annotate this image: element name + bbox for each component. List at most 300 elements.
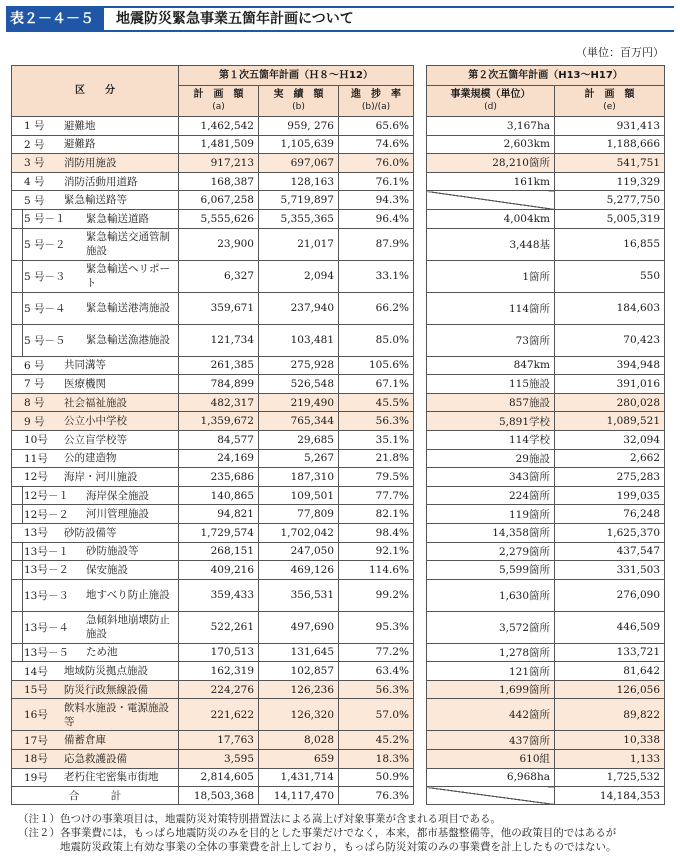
- row-plan2-amount: 331,503: [555, 561, 665, 580]
- row-category: [12, 643, 179, 662]
- row-plan-amount: 522,261: [179, 611, 259, 643]
- row-project-scale: 3,167ha: [427, 117, 555, 136]
- row-project-scale: 121箇所: [427, 662, 555, 681]
- row-actual-amount: 659: [259, 750, 339, 769]
- row-plan2-amount: 2,662: [555, 449, 665, 468]
- row-name: 砂防設備等: [64, 526, 117, 539]
- row-project-scale: 1箇所: [427, 260, 555, 292]
- table-row: [427, 356, 665, 375]
- row-category: [12, 260, 179, 292]
- row-plan2-amount: 199,035: [555, 486, 665, 505]
- row-plan-amount: 170,513: [179, 643, 259, 662]
- row-actual-amount: 697,067: [259, 154, 339, 173]
- row-progress-rate: 67.1%: [339, 375, 414, 394]
- row-progress-rate: 98.4%: [339, 523, 414, 542]
- row-category: [12, 699, 179, 731]
- table-row: [12, 191, 414, 210]
- row-code: 5 号: [24, 194, 45, 207]
- row-name: 地域防災拠点施設: [64, 665, 148, 678]
- row-progress-rate: 79.5%: [339, 468, 414, 487]
- row-project-scale: 29施設: [427, 449, 555, 468]
- row-actual-amount: 29,685: [259, 430, 339, 449]
- row-actual-amount: 109,501: [259, 486, 339, 505]
- row-progress-rate: 96.4%: [339, 209, 414, 228]
- table-row: [427, 662, 665, 681]
- row-code: 17号: [24, 734, 48, 747]
- row-plan-amount: 3,595: [179, 750, 259, 769]
- row-plan2-amount: 1,089,521: [555, 412, 665, 431]
- row-plan2-amount: 5,277,750: [555, 191, 665, 210]
- row-code: 5 号－５: [24, 334, 66, 347]
- row-project-scale: 4,004km: [427, 209, 555, 228]
- row-name: 緊急輸送ヘリポート: [86, 263, 170, 290]
- row-plan-amount: 1,729,574: [179, 523, 259, 542]
- row-plan2-amount: 184,603: [555, 292, 665, 324]
- note-2: （注２）各事業費には，もっぱら地震防災のみを目的とした事業だけでなく，本来，都市基盤整備等，他の政策目的ではあるが: [18, 827, 617, 839]
- row-category: [12, 375, 179, 394]
- row-category: [12, 324, 179, 356]
- plan2-table: [426, 65, 665, 805]
- plan1-col-b: 実 績 額 (b): [259, 86, 339, 117]
- row-category: [12, 579, 179, 611]
- plan1-table: [11, 65, 414, 805]
- row-actual-amount: 1,702,042: [259, 523, 339, 542]
- note-3: 地震防災政策上有効な事業の全体の事業費を計上しており，もっぱら防災対策のみの事業費を計上したものではない。: [18, 841, 617, 853]
- row-plan-amount: 235,686: [179, 468, 259, 487]
- row-category: [12, 468, 179, 487]
- row-name: 緊急輸送港湾施設: [86, 302, 170, 315]
- row-plan2-amount: 1,188,666: [555, 135, 665, 154]
- row-code: 5 号－３: [24, 270, 66, 283]
- row-progress-rate: 76.1%: [339, 172, 414, 191]
- row-plan-amount: 359,433: [179, 579, 259, 611]
- row-name: 公立小中学校: [64, 415, 127, 428]
- total-actual-amount: 14,117,470: [259, 787, 339, 805]
- row-progress-rate: 56.3%: [339, 680, 414, 699]
- table-row: [12, 324, 414, 356]
- row-plan-amount: 5,555,626: [179, 209, 259, 228]
- row-category: [12, 768, 179, 787]
- row-plan-amount: 224,276: [179, 680, 259, 699]
- table-row: [12, 228, 414, 260]
- row-code: 6 号: [24, 359, 45, 372]
- table-row: [427, 750, 665, 769]
- row-code: 18号: [24, 753, 48, 766]
- row-progress-rate: 33.1%: [339, 260, 414, 292]
- row-plan2-amount: 931,413: [555, 117, 665, 136]
- unit-label: （単位：百万円）: [576, 46, 664, 59]
- row-plan2-amount: 16,855: [555, 228, 665, 260]
- row-plan-amount: 268,151: [179, 542, 259, 561]
- row-plan2-amount: 81,642: [555, 662, 665, 681]
- table-row: [427, 505, 665, 524]
- row-actual-amount: 765,344: [259, 412, 339, 431]
- table-row: [12, 412, 414, 431]
- table-row: [427, 172, 665, 191]
- table-row: [12, 393, 414, 412]
- table-row: [12, 430, 414, 449]
- row-plan2-amount: 1,133: [555, 750, 665, 769]
- row-category: [12, 662, 179, 681]
- row-plan-amount: 140,865: [179, 486, 259, 505]
- row-actual-amount: 77,809: [259, 505, 339, 524]
- row-category: [12, 505, 179, 524]
- row-plan2-amount: 70,423: [555, 324, 665, 356]
- row-name: 地すべり防止施設: [86, 589, 170, 602]
- table-row: [12, 611, 414, 643]
- table-row: [427, 209, 665, 228]
- table-row: [12, 643, 414, 662]
- total-project-scale: [427, 787, 555, 805]
- row-code: 7 号: [24, 378, 45, 391]
- table-row: [427, 412, 665, 431]
- table-row: [12, 117, 414, 136]
- row-code: 14号: [24, 665, 48, 678]
- row-project-scale: 343箇所: [427, 468, 555, 487]
- row-plan-amount: 1,359,672: [179, 412, 259, 431]
- row-progress-rate: 56.3%: [339, 412, 414, 431]
- row-progress-rate: 87.9%: [339, 228, 414, 260]
- row-name: 海岸・河川施設: [64, 470, 138, 483]
- table-row: [427, 699, 665, 731]
- row-plan-amount: 409,216: [179, 561, 259, 580]
- table-row: [427, 611, 665, 643]
- row-progress-rate: 65.6%: [339, 117, 414, 136]
- row-category: [12, 191, 179, 210]
- row-code: 13号－２: [24, 564, 69, 577]
- row-actual-amount: 5,355,365: [259, 209, 339, 228]
- row-name: 消防活動用道路: [64, 175, 138, 188]
- notes: [18, 812, 668, 854]
- row-category: [12, 228, 179, 260]
- row-name: 河川管理施設: [86, 508, 149, 521]
- row-name: 防災行政無線設備: [64, 683, 148, 696]
- row-plan2-amount: 1,625,370: [555, 523, 665, 542]
- table-row: [427, 430, 665, 449]
- row-plan-amount: 84,577: [179, 430, 259, 449]
- table-row: [12, 375, 414, 394]
- row-project-scale: 3,448基: [427, 228, 555, 260]
- row-project-scale: 28,210箇所: [427, 154, 555, 173]
- row-project-scale: 1,630箇所: [427, 579, 555, 611]
- row-code: 12号: [24, 471, 48, 484]
- table-row: [427, 579, 665, 611]
- row-code: 5 号－２: [24, 238, 66, 251]
- row-actual-amount: 103,481: [259, 324, 339, 356]
- row-project-scale: 5,891学校: [427, 412, 555, 431]
- row-category: [12, 430, 179, 449]
- table-row: [12, 750, 414, 769]
- table-row: [12, 486, 414, 505]
- row-category: [12, 292, 179, 324]
- table-row: [427, 135, 665, 154]
- row-project-scale: 610組: [427, 750, 555, 769]
- row-name: 応急救護設備: [64, 752, 127, 765]
- row-project-scale: 5,599箇所: [427, 561, 555, 580]
- total-plan2-amount: 14,184,353: [555, 787, 665, 805]
- total-label: 合 計: [12, 787, 179, 805]
- row-plan2-amount: 394,948: [555, 356, 665, 375]
- table-row: [427, 523, 665, 542]
- row-progress-rate: 76.0%: [339, 154, 414, 173]
- table-row: [427, 375, 665, 394]
- row-project-scale: 14,358箇所: [427, 523, 555, 542]
- row-progress-rate: 35.1%: [339, 430, 414, 449]
- row-code: 13号－３: [24, 589, 69, 602]
- row-actual-amount: 2,094: [259, 260, 339, 292]
- table-row: [427, 117, 665, 136]
- table-row: [427, 542, 665, 561]
- row-project-scale: 2,279箇所: [427, 542, 555, 561]
- total-progress-rate: 76.3%: [339, 787, 414, 805]
- table-row: [427, 228, 665, 260]
- row-progress-rate: 77.7%: [339, 486, 414, 505]
- row-name: 砂防施設等: [86, 545, 139, 558]
- table-header-bar: [6, 6, 674, 32]
- row-project-scale: 114箇所: [427, 292, 555, 324]
- row-project-scale: 73箇所: [427, 324, 555, 356]
- table-row: [427, 292, 665, 324]
- row-actual-amount: 128,163: [259, 172, 339, 191]
- row-code: 12号－１: [24, 490, 69, 503]
- row-category: [12, 172, 179, 191]
- table-row: [12, 449, 414, 468]
- row-category: [12, 209, 179, 228]
- row-category: [12, 393, 179, 412]
- row-plan2-amount: 541,751: [555, 154, 665, 173]
- row-project-scale: 857施設: [427, 393, 555, 412]
- page-title: 地震防災緊急事業五箇年計画について: [116, 11, 354, 27]
- table-row: [12, 662, 414, 681]
- row-actual-amount: 469,126: [259, 561, 339, 580]
- row-project-scale: 115施設: [427, 375, 555, 394]
- row-name: 急傾斜地崩壊防止施設: [86, 614, 170, 641]
- row-name: 公立盲学校等: [64, 433, 127, 446]
- row-plan2-amount: 280,028: [555, 393, 665, 412]
- row-progress-rate: 105.6%: [339, 356, 414, 375]
- row-code: 2 号: [24, 138, 45, 151]
- row-category: [12, 449, 179, 468]
- table-row: [427, 731, 665, 750]
- row-plan2-amount: 550: [555, 260, 665, 292]
- row-progress-rate: 92.1%: [339, 542, 414, 561]
- row-actual-amount: 1,431,714: [259, 768, 339, 787]
- row-progress-rate: 77.2%: [339, 643, 414, 662]
- row-progress-rate: 63.4%: [339, 662, 414, 681]
- row-plan-amount: 23,900: [179, 228, 259, 260]
- row-progress-rate: 94.3%: [339, 191, 414, 210]
- table-row: [12, 209, 414, 228]
- row-plan-amount: 6,067,258: [179, 191, 259, 210]
- row-plan2-amount: 126,056: [555, 680, 665, 699]
- row-code: 12号－２: [24, 508, 69, 521]
- row-code: 13号－１: [24, 545, 69, 558]
- row-code: 4 号: [24, 176, 45, 189]
- row-plan-amount: 784,899: [179, 375, 259, 394]
- row-progress-rate: 21.8%: [339, 449, 414, 468]
- row-actual-amount: 102,857: [259, 662, 339, 681]
- table-row: [12, 699, 414, 731]
- table-row: [427, 643, 665, 662]
- table-row: [427, 154, 665, 173]
- row-code: 5 号－４: [24, 302, 66, 315]
- row-progress-rate: 18.3%: [339, 750, 414, 769]
- row-code: 13号－５: [24, 646, 69, 659]
- row-code: 13号－４: [24, 621, 69, 634]
- table-row: [12, 523, 414, 542]
- row-name: 保安施設: [86, 563, 128, 576]
- table-row: [12, 172, 414, 191]
- note-1: （注１）色つけの事業項目は，地震防災対策特別措置法による嵩上げ対象事業が含まれる項目である。: [18, 813, 501, 825]
- row-actual-amount: 21,017: [259, 228, 339, 260]
- row-actual-amount: 497,690: [259, 611, 339, 643]
- row-code: 13号: [24, 527, 48, 540]
- row-plan-amount: 482,317: [179, 393, 259, 412]
- row-name: 緊急輸送漁港施設: [86, 334, 170, 347]
- row-plan2-amount: 119,329: [555, 172, 665, 191]
- row-plan2-amount: 437,547: [555, 542, 665, 561]
- row-actual-amount: 237,940: [259, 292, 339, 324]
- row-project-scale: 2,603km: [427, 135, 555, 154]
- row-code: 5 号－１: [24, 213, 66, 226]
- row-progress-rate: 57.0%: [339, 699, 414, 731]
- row-project-scale: [427, 191, 555, 210]
- row-project-scale: 3,572箇所: [427, 611, 555, 643]
- row-name: 海岸保全施設: [86, 489, 149, 502]
- table-row: [12, 561, 414, 580]
- row-name: 緊急輸送交通管制施設: [86, 231, 170, 258]
- plan1-col-rate: 進 捗 率 (b)/(a): [339, 86, 414, 117]
- table-row: [12, 680, 414, 699]
- row-project-scale: 847km: [427, 356, 555, 375]
- table-row: [12, 542, 414, 561]
- row-plan-amount: 359,671: [179, 292, 259, 324]
- table-row: [427, 191, 665, 210]
- row-actual-amount: 275,928: [259, 356, 339, 375]
- category-header: 区 分: [12, 66, 179, 117]
- table-row: [12, 154, 414, 173]
- plan1-col-a: 計 画 額 (a): [179, 86, 259, 117]
- row-plan2-amount: 391,016: [555, 375, 665, 394]
- row-category: [12, 731, 179, 750]
- row-plan-amount: 162,319: [179, 662, 259, 681]
- table-row: [427, 486, 665, 505]
- total-row: [427, 787, 665, 805]
- row-project-scale: 1,699箇所: [427, 680, 555, 699]
- row-actual-amount: 8,028: [259, 731, 339, 750]
- row-plan2-amount: 133,721: [555, 643, 665, 662]
- row-actual-amount: 126,236: [259, 680, 339, 699]
- row-progress-rate: 45.2%: [339, 731, 414, 750]
- row-plan2-amount: 275,283: [555, 468, 665, 487]
- row-category: [12, 611, 179, 643]
- row-progress-rate: 50.9%: [339, 768, 414, 787]
- plan2-col-e: 計 画 額 (e): [555, 86, 665, 117]
- row-code: 16号: [24, 709, 48, 722]
- row-plan2-amount: 276,090: [555, 579, 665, 611]
- row-plan2-amount: 5,005,319: [555, 209, 665, 228]
- row-project-scale: 1,278箇所: [427, 643, 555, 662]
- row-category: [12, 561, 179, 580]
- row-name: 老朽住宅密集市街地: [64, 771, 159, 784]
- row-code: 1 号: [24, 120, 45, 133]
- row-actual-amount: 5,267: [259, 449, 339, 468]
- row-name: 公的建造物: [64, 452, 117, 465]
- table-row: [12, 468, 414, 487]
- row-plan2-amount: 76,248: [555, 505, 665, 524]
- row-category: [12, 680, 179, 699]
- row-name: 避難路: [64, 138, 96, 151]
- row-name: 消防用施設: [64, 156, 117, 169]
- row-plan2-amount: 1,725,532: [555, 768, 665, 787]
- row-code: 19号: [24, 771, 48, 784]
- row-progress-rate: 66.2%: [339, 292, 414, 324]
- row-plan-amount: 168,387: [179, 172, 259, 191]
- table-row: [12, 260, 414, 292]
- row-code: 8 号: [24, 397, 45, 410]
- row-progress-rate: 74.6%: [339, 135, 414, 154]
- row-name: 備蓄倉庫: [64, 734, 106, 747]
- row-project-scale: 161km: [427, 172, 555, 191]
- table-row: [427, 680, 665, 699]
- row-code: 15号: [24, 684, 48, 697]
- row-plan-amount: 24,169: [179, 449, 259, 468]
- row-actual-amount: 131,645: [259, 643, 339, 662]
- row-project-scale: 437箇所: [427, 731, 555, 750]
- row-category: [12, 135, 179, 154]
- row-project-scale: 224箇所: [427, 486, 555, 505]
- row-category: [12, 412, 179, 431]
- row-progress-rate: 114.6%: [339, 561, 414, 580]
- row-actual-amount: 526,548: [259, 375, 339, 394]
- table-number: 表２－４－５: [6, 8, 104, 30]
- row-progress-rate: 82.1%: [339, 505, 414, 524]
- table-row: [12, 356, 414, 375]
- row-name: 飲料水施設・電源施設等: [64, 701, 169, 728]
- table-row: [12, 579, 414, 611]
- plan2-col-d: 事業規模（単位） (d): [427, 86, 555, 117]
- row-plan-amount: 17,763: [179, 731, 259, 750]
- row-plan-amount: 2,814,605: [179, 768, 259, 787]
- row-plan-amount: 261,385: [179, 356, 259, 375]
- row-progress-rate: 85.0%: [339, 324, 414, 356]
- row-name: 緊急輸送路等: [64, 194, 127, 207]
- plan1-title: 第１次五箇年計画（Ｈ８～Ｈ12）: [179, 66, 414, 86]
- row-plan-amount: 1,462,542: [179, 117, 259, 136]
- row-category: [12, 117, 179, 136]
- row-actual-amount: 126,320: [259, 699, 339, 731]
- row-code: 9 号: [24, 415, 45, 428]
- row-category: [12, 542, 179, 561]
- row-project-scale: 6,968ha: [427, 768, 555, 787]
- table-row: [427, 324, 665, 356]
- row-name: 共同溝等: [64, 359, 106, 372]
- row-actual-amount: 5,719,897: [259, 191, 339, 210]
- total-row: [12, 787, 414, 805]
- row-plan-amount: 917,213: [179, 154, 259, 173]
- row-plan-amount: 121,734: [179, 324, 259, 356]
- table-row: [427, 449, 665, 468]
- row-category: [12, 750, 179, 769]
- row-plan2-amount: 89,822: [555, 699, 665, 731]
- row-progress-rate: 45.5%: [339, 393, 414, 412]
- row-name: 医療機関: [64, 377, 106, 390]
- table-row: [427, 768, 665, 787]
- row-plan-amount: 1,481,509: [179, 135, 259, 154]
- table-row: [427, 468, 665, 487]
- plan2-title: 第２次五箇年計画（H13～H17）: [427, 66, 665, 86]
- table-row: [427, 260, 665, 292]
